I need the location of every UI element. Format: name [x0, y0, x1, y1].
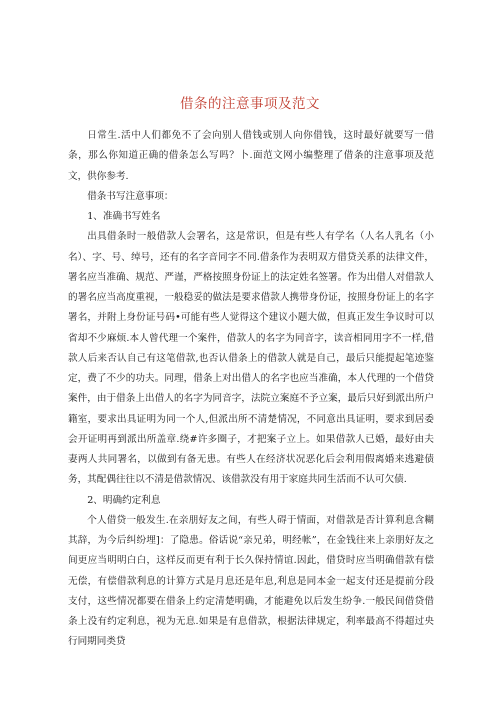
intro-paragraph: 日常生.活中人们都免不了会向别人借钱或别人向你借钱，这时最好就要写一借条，那么你知道正确的借条怎么写吗？卜.面范文网小编整理了借条的注意事项及范文，供你参考.: [68, 130, 434, 182]
body-paragraph-name: 出具借条时一般借款人会署名，这是常识，但是有些人有学名（人名人乳名（小名）、字、号、绰号，还有的名字音同字不同.借条作为表明双方借贷关系的法律文件，署名应当准确、规范、严谨，严格按照身份证上的法定姓名签署。作为出借人对借款人的署名应当高度重视，一般稳妥的做法是要求借款人携带身份证，按照身份证上的名字署名，并附上身份证号码•可能有些人觉得这个建议小题大做，但真正发生争议时可以省却不少麻烦.本人曾代理一个案件，借款人的名字为同音字，读音相同用字不一样,借款人后来否认自己有这笔借款,也否认借条上的借款人就是自己，最后只能提起笔迹鉴定，费了不少的功夫。同理，借条上对出借人的名字也应当准确，本人代理的一个借贷案件，由于借条上出借人的名字为同音字，法院立案庭不予立案，最后只好到派出所户籍室，要求出具证明为同一个人,但派出所不清楚情况，不同意出具证明，要求到居委会开证明再到派出所盖章.绕#许多圈子，才把案子立上。如果借款人已婚，最好由夫妻两人共同署名，以做到有备无患。有些人在经济状况恶化后会利用假离婚来逃避债务，其配偶往往以不清是借款情况、该借款没有用于家庭共同生活而不认可欠债.: [68, 231, 434, 486]
subsection-heading-interest: 2、明确约定利息: [87, 494, 161, 506]
subsection-heading-name: 1、准确书写姓名: [87, 211, 161, 222]
section-heading: 借条书写注意事项：: [87, 190, 174, 202]
page-title: 借条的注意事项及范文: [180, 96, 320, 112]
body-paragraph-interest: 个人借贷一般发生.在亲朋好友之间，有些人碍于情面，对借款是否计算利息含糊其辞，为今后纠纷埋]：了隐患。俗话说“亲兄弟，明经帐”，在金钱往来上亲朋好友之间更应当明明白白，这样反而更有利于长久保持情谊.因此，借贷时应当明确借款有偿无偿，有偿借款利息的计算方式是月息还是年息,利息是同本金一起支付还是提前分段支付，这些情况都要在借条上约定清楚明确，才能避免以后发生纷争.一般民间借贷借条上没有约定利息，视为无息.如果是有息借款，根据法律规定，利率最高不得超过央行同期同类贷: [68, 514, 434, 648]
document-body: [68, 126, 434, 653]
